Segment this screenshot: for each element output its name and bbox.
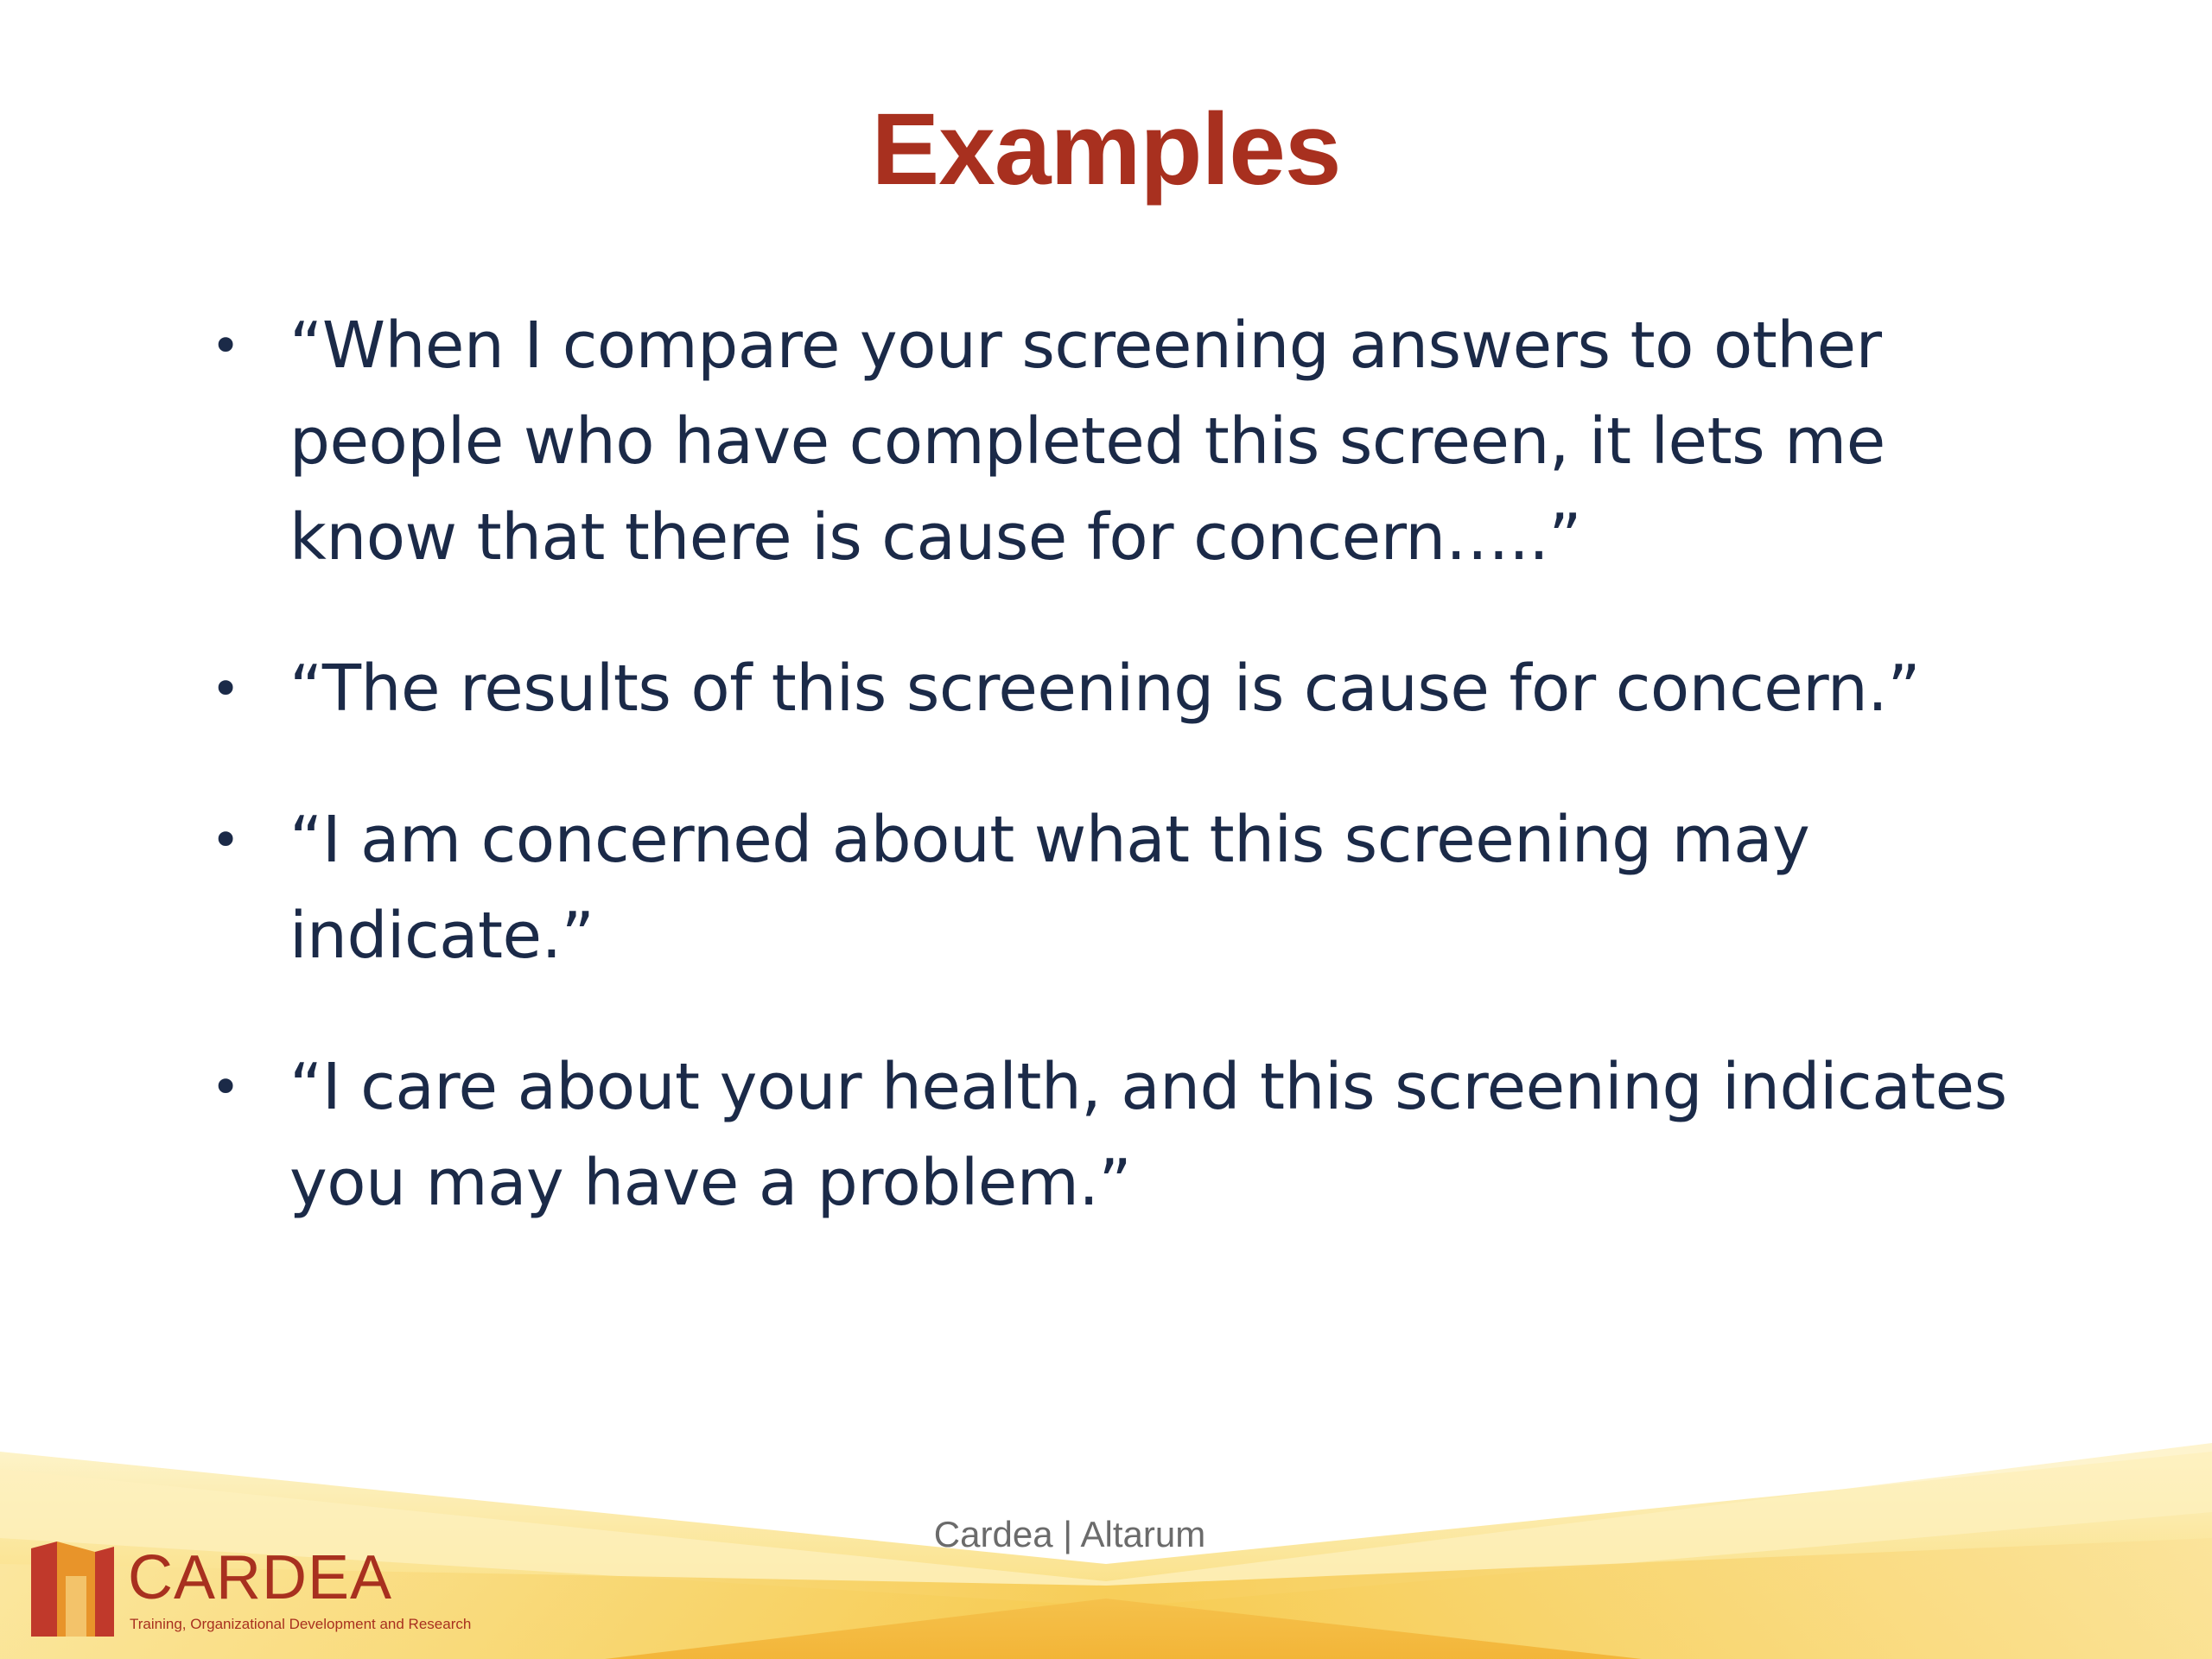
logo-name: CARDEA — [128, 1543, 393, 1612]
logo-tagline: Training, Organizational Development and Research — [130, 1616, 472, 1632]
bullet-item — [199, 641, 2031, 737]
bullet-marker: • — [211, 659, 240, 718]
cardea-logo-mark — [31, 1541, 121, 1637]
bullet-marker: • — [211, 316, 240, 375]
bullet-item — [199, 298, 2031, 586]
bullet-item — [199, 1039, 2031, 1231]
bullet-text: “I am concerned about what this screening may indicate.” — [289, 803, 1810, 973]
bullet-marker: • — [211, 1058, 240, 1116]
bullet-text: “The results of this screening is cause for concern.” — [289, 652, 1921, 726]
slide-title: Examples — [871, 92, 1341, 207]
bullet-item — [199, 792, 2031, 984]
footer-attribution: Cardea | Altarum — [933, 1514, 1206, 1554]
bullet-list — [199, 298, 2031, 1231]
bullet-text: “When I compare your screening answers to other people who have completed this screen, it lets me know that there is cause for concern…..” — [289, 308, 1885, 575]
bullet-text: “I care about your health, and this screening indicates you may have a problem.” — [289, 1050, 2007, 1220]
cardea-logo — [31, 1541, 515, 1645]
bullet-marker: • — [211, 810, 240, 869]
